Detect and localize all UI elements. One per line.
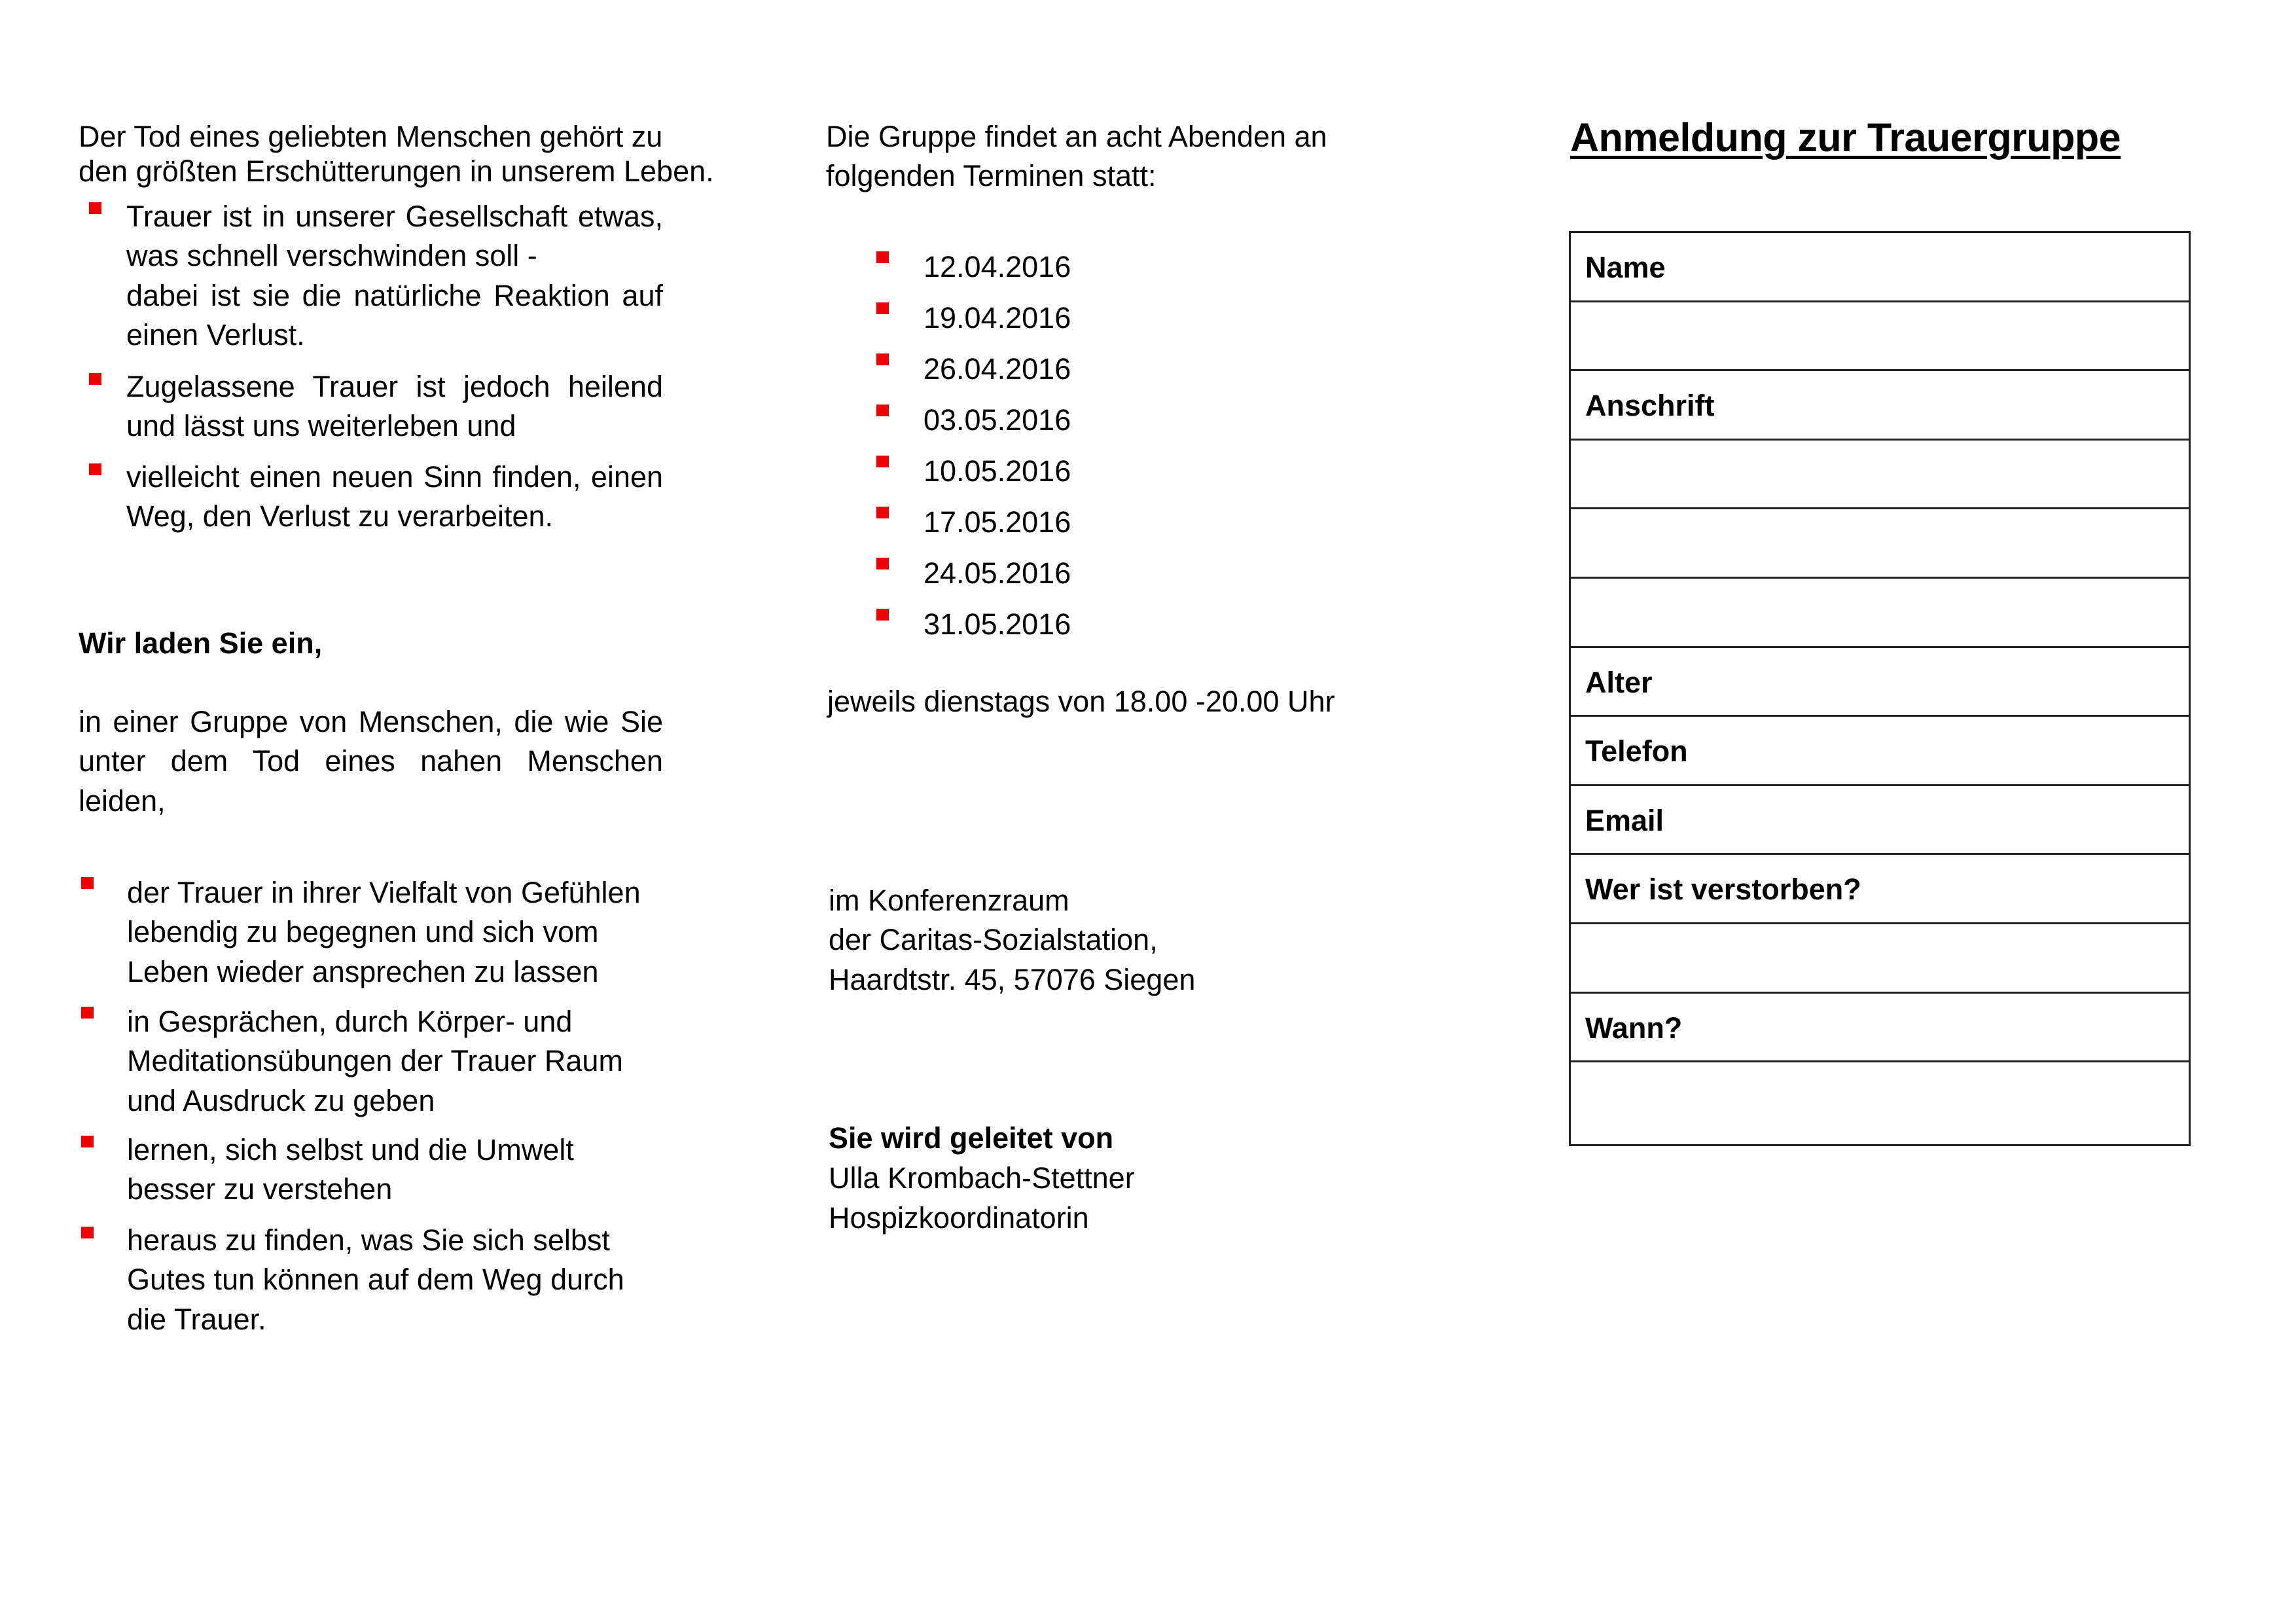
form-field-label: Wann? (1585, 1011, 1683, 1045)
bullet-line: der Trauer in ihrer Vielfalt von Gefühlen (127, 876, 641, 909)
date-item: 31.05.2016 (924, 607, 1071, 641)
date-item: 17.05.2016 (924, 505, 1071, 539)
bullet-square-icon (81, 1136, 94, 1147)
form-row-label (1571, 855, 2189, 924)
bullet-line: Meditationsübungen der Trauer Raum (127, 1044, 623, 1077)
form-row-label (1571, 233, 2189, 302)
bullet-square-icon (81, 1007, 94, 1019)
form-row-label (1571, 994, 2189, 1063)
form-row-input[interactable] (1571, 509, 2189, 579)
form-row-label (1571, 786, 2189, 856)
bullet-square-icon (876, 507, 889, 518)
registration-form (1569, 231, 2191, 1146)
bullet-square-icon (89, 373, 101, 385)
form-row-input[interactable] (1571, 924, 2189, 994)
bullet-line: besser zu verstehen (127, 1172, 393, 1206)
date-item: 10.05.2016 (924, 454, 1071, 488)
schedule-intro-line: folgenden Terminen statt: (826, 159, 1157, 192)
invite-line: unter dem Tod eines nahen Menschen (79, 744, 663, 778)
bullet-square-icon (876, 558, 889, 569)
bullet-square-icon (876, 302, 889, 314)
bullet-square-icon (876, 353, 889, 365)
bullet-line: in Gesprächen, durch Körper- und (127, 1005, 573, 1038)
bullet-line: Trauer ist in unserer Gesellschaft etwas, (126, 200, 663, 233)
bullet-line: Weg, den Verlust zu verarbeiten. (126, 499, 554, 533)
bullet-square-icon (876, 609, 889, 621)
invite-line: in einer Gruppe von Menschen, die wie Sie (79, 705, 663, 738)
date-item: 24.05.2016 (924, 556, 1071, 590)
bullet-square-icon (876, 456, 889, 467)
bullet-square-icon (89, 202, 101, 214)
form-field-label: Name (1585, 251, 1666, 284)
bullet-line: vielleicht einen neuen Sinn finden, einen (126, 460, 663, 494)
bullet-square-icon (81, 1227, 94, 1238)
schedule-intro-line: Die Gruppe findet an acht Abenden an (826, 120, 1327, 153)
bullet-square-icon (876, 405, 889, 416)
bullet-line: Gutes tun können auf dem Weg durch (127, 1263, 624, 1296)
form-field-label: Anschrift (1585, 389, 1715, 423)
bullet-line: was schnell verschwinden soll - (126, 239, 537, 272)
location-line: im Konferenzraum (829, 884, 1069, 917)
bullet-line: Leben wieder ansprechen zu lassen (127, 955, 599, 988)
bullet-line: dabei ist sie die natürliche Reaktion auf (126, 279, 663, 312)
location-line: der Caritas-Sozialstation, (829, 923, 1158, 956)
form-row-input[interactable] (1571, 441, 2189, 510)
date-item: 26.04.2016 (924, 352, 1071, 386)
registration-title: Anmeldung zur Trauergruppe (1570, 115, 2121, 160)
bullet-line: einen Verlust. (126, 318, 305, 352)
form-field-label: Alter (1585, 665, 1653, 699)
leader-heading: Sie wird geleitet von (829, 1121, 1114, 1155)
bullet-square-icon (89, 463, 101, 475)
bullet-line: heraus zu finden, was Sie sich selbst (127, 1223, 610, 1257)
date-item: 12.04.2016 (924, 250, 1071, 283)
bullet-line: die Trauer. (127, 1303, 266, 1336)
bullet-line: lebendig zu begegnen und sich vom (127, 915, 599, 948)
invite-line: leiden, (79, 784, 166, 818)
bullet-line: und lässt uns weiterleben und (126, 409, 516, 442)
time-line: jeweils dienstags von 18.00 -20.00 Uhr (827, 685, 1335, 718)
date-item: 03.05.2016 (924, 403, 1071, 437)
bullet-square-icon (81, 877, 94, 889)
form-field-label: Email (1585, 803, 1664, 837)
invite-heading: Wir laden Sie ein, (79, 626, 323, 660)
leader-name: Ulla Krombach-Stettner (829, 1161, 1135, 1195)
location-line: Haardtstr. 45, 57076 Siegen (829, 963, 1196, 996)
date-item: 19.04.2016 (924, 301, 1071, 334)
intro-line: den größten Erschütterungen in unserem Leben. (79, 154, 714, 188)
bullet-line: lernen, sich selbst und die Umwelt (127, 1133, 574, 1166)
form-row-input[interactable] (1571, 579, 2189, 648)
form-row-input[interactable] (1571, 302, 2189, 372)
form-field-label: Wer ist verstorben? (1585, 873, 1861, 907)
intro-line: Der Tod eines geliebten Menschen gehört zu (79, 120, 663, 153)
leader-role: Hospizkoordinatorin (829, 1201, 1089, 1235)
bullet-square-icon (876, 251, 889, 263)
form-row-label (1571, 717, 2189, 786)
bullet-line: und Ausdruck zu geben (127, 1084, 435, 1117)
form-row-label (1571, 371, 2189, 441)
form-row-input[interactable] (1571, 1062, 2189, 1144)
bullet-line: Zugelassene Trauer ist jedoch heilend (126, 370, 663, 403)
form-row-label (1571, 648, 2189, 717)
form-field-label: Telefon (1585, 734, 1688, 768)
